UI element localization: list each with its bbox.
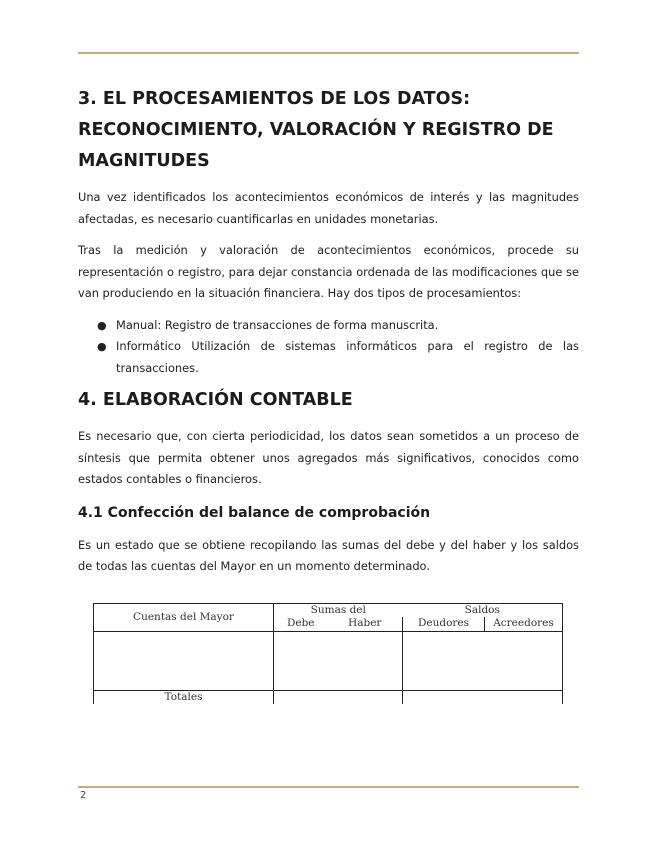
section-3-heading: 3. EL PROCESAMIENTOS DE LOS DATOS: RECONOCIMIENTO, VALORACIÓN Y REGISTRO DE MAGNITUDES: [78, 89, 554, 171]
subsection-4-1-heading: 4.1 Confección del balance de comprobación: [78, 504, 431, 521]
section-4-paragraph-1: Es necesario que, con cierta periodicidad, los datos sean sometidos a un proceso de síntesis que permita obtener unos agregados más significativos, conocidos como estados contables o financieros.: [78, 429, 579, 486]
table-cell: [403, 631, 485, 690]
subsection-4-1-paragraph: Es un estado que se obtiene recopilando las sumas del debe y del haber y los saldos de todas las cuentas del Mayor en un momento determinado.: [78, 537, 579, 573]
table-cell: [274, 631, 403, 690]
header-haber: Haber: [328, 617, 403, 631]
bullet-icon: ●: [97, 318, 107, 332]
header-cuentas-del-mayor: Cuentas del Mayor: [94, 603, 274, 631]
totales-label: Totales: [94, 690, 274, 704]
table-cell: [403, 690, 485, 704]
header-debe: Debe: [274, 617, 328, 631]
table-cell: [485, 631, 563, 690]
bullet-icon: ●: [97, 340, 107, 353]
table-row: [94, 631, 563, 690]
header-group-row: [274, 603, 563, 617]
table-cell: [485, 690, 563, 704]
header-sumas-del: Sumas del: [310, 603, 366, 616]
page-number: 2: [80, 790, 87, 801]
table-cell: [274, 690, 403, 704]
footer-rule: [78, 786, 579, 788]
page-content: [78, 84, 579, 704]
header-rule: [78, 52, 579, 54]
section-4-heading: 4. ELABORACIÓN CONTABLE: [78, 390, 353, 410]
header-acreedores: Acreedores: [485, 617, 563, 631]
table-cell: [94, 631, 274, 690]
table-row-totales: [94, 690, 563, 704]
list-item: ● Informático Utilización de sistemas informáticos para el registro de las transacciones.: [78, 336, 579, 379]
section-3-paragraph-2: Tras la medición y valoración de acontecimientos económicos, procede su representación o registro, para dejar constancia ordenada de las modificaciones que se van produciendo en la situación financiera. Hay dos tipos de procesamientos:: [78, 243, 579, 300]
processing-types-list: [78, 315, 579, 380]
header-saldos: Saldos: [464, 603, 500, 616]
balance-table-wrapper: [93, 603, 579, 705]
header-deudores: Deudores: [403, 617, 485, 631]
list-item: ● Manual: Registro de transacciones de forma manuscrita.: [78, 315, 579, 337]
balance-de-comprobacion-table: [93, 603, 563, 705]
section-3-paragraph-1: Una vez identificados los acontecimientos económicos de interés y las magnitudes afectadas, es necesario cuantificarlas en unidades monetarias.: [78, 190, 579, 226]
